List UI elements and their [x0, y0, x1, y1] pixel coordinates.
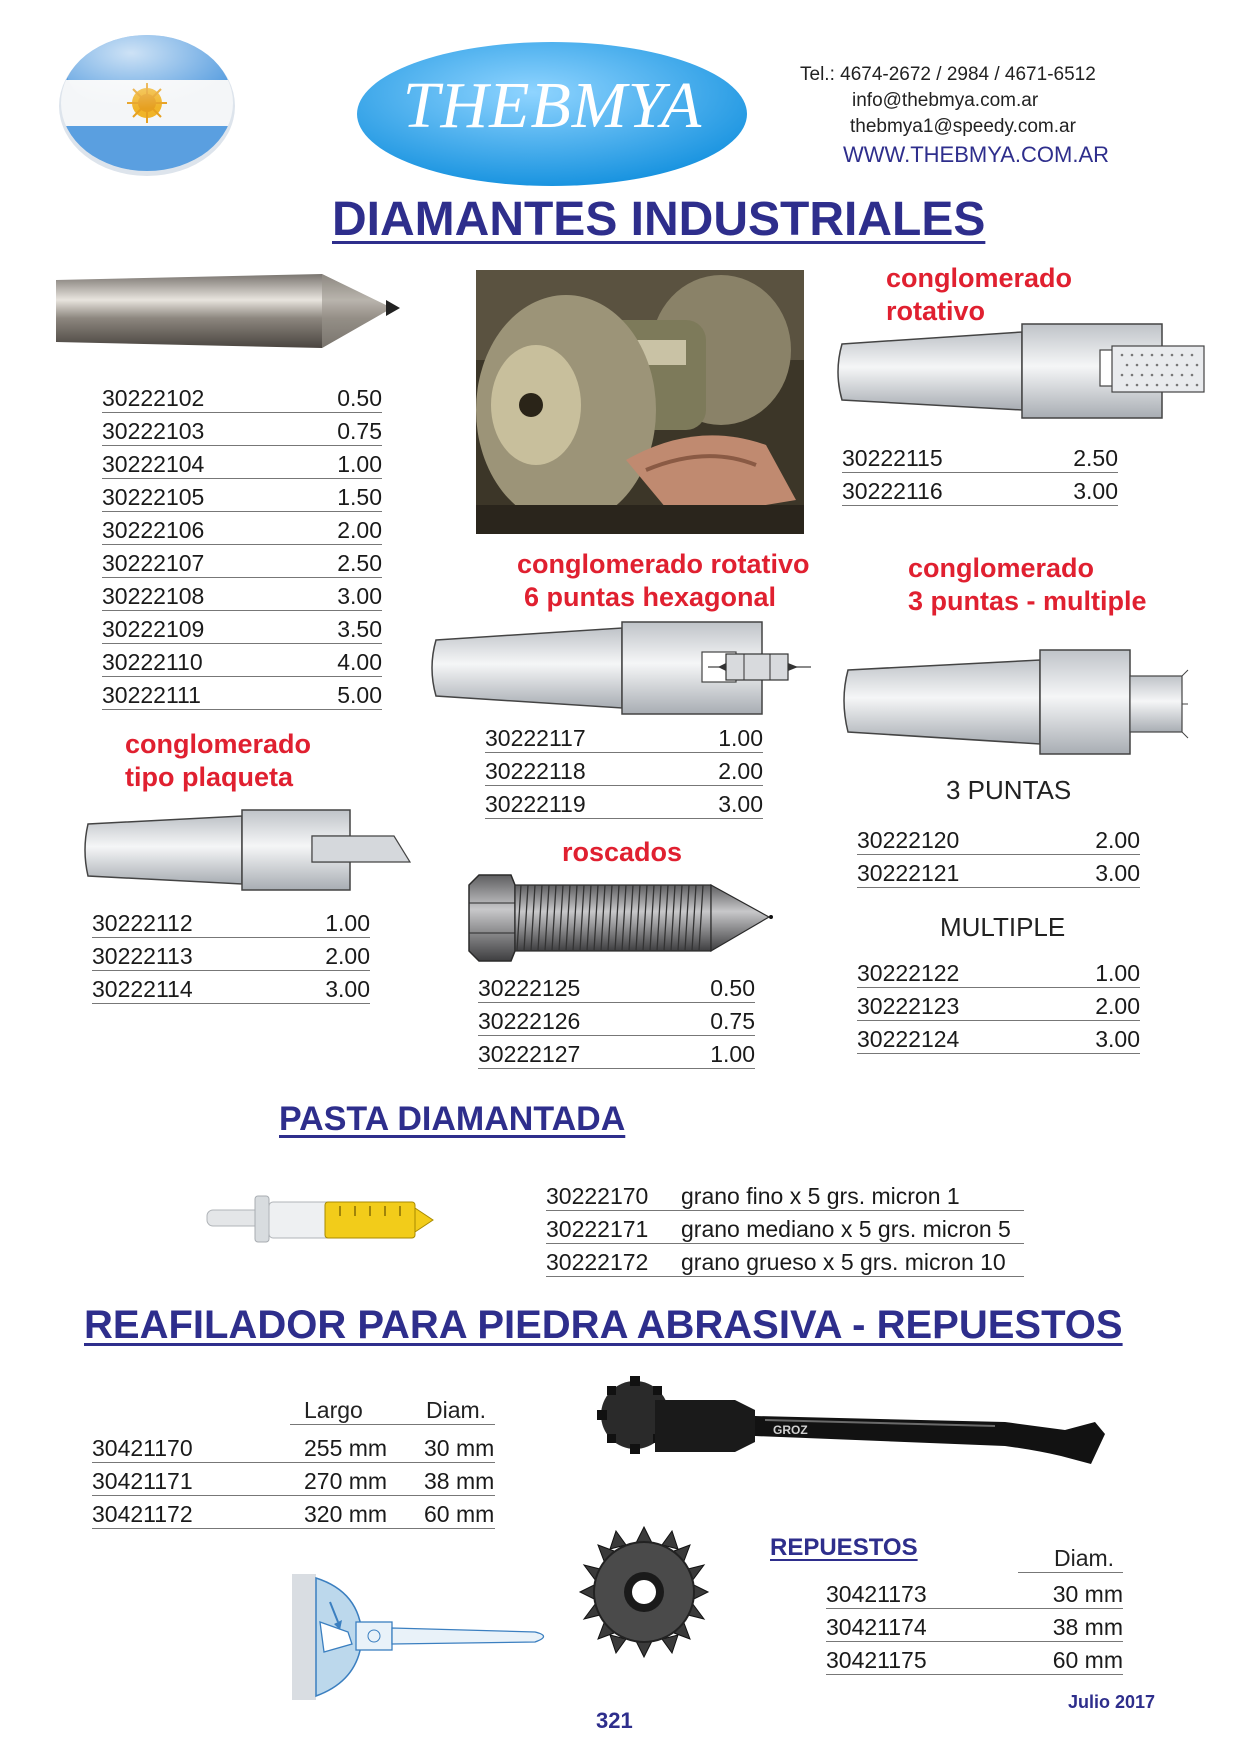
rotativo-title-line1: conglomerado	[886, 263, 1073, 293]
table-row	[102, 677, 382, 710]
item-code: 30222170	[546, 1178, 681, 1211]
hexagonal-tool-diagram	[426, 620, 816, 716]
table-row	[857, 822, 1140, 855]
item-code: 30222110	[102, 644, 297, 677]
conical-diamond-image	[52, 270, 404, 352]
item-value: 3.00	[297, 578, 382, 611]
item-code: 30421170	[92, 1430, 304, 1463]
item-code: 30222106	[102, 512, 297, 545]
table-row	[102, 446, 382, 479]
contact-phone: Tel.: 4674-2672 / 2984 / 4671-6512	[800, 64, 1096, 85]
table-row	[102, 578, 382, 611]
table-row	[102, 512, 382, 545]
threaded-diamond-image	[465, 873, 777, 963]
table-row	[478, 1036, 755, 1069]
item-code: 30222120	[857, 822, 1054, 855]
table-row	[857, 1021, 1140, 1054]
item-diam: 60 mm	[424, 1496, 495, 1529]
rotativo-table	[842, 440, 1118, 506]
item-code: 30222107	[102, 545, 297, 578]
multiple-tool-diagram	[838, 648, 1190, 758]
dresser-tool-image	[595, 1370, 1107, 1510]
item-value: 2.00	[677, 753, 763, 786]
item-code: 30222114	[92, 971, 284, 1004]
conical-diamond-table	[102, 380, 382, 710]
item-code: 30421171	[92, 1463, 304, 1496]
item-description: grano mediano x 5 grs. micron 5	[681, 1211, 1024, 1244]
table-row	[92, 1496, 495, 1529]
table-row	[92, 938, 370, 971]
plaqueta-table	[92, 905, 370, 1004]
table-row	[485, 753, 763, 786]
table-row	[485, 786, 763, 819]
item-value: 0.50	[671, 970, 755, 1003]
dresser-diagram	[290, 1572, 555, 1702]
item-diam: 60 mm	[1001, 1642, 1123, 1675]
item-value: 1.00	[284, 905, 370, 938]
item-code: 30222126	[478, 1003, 671, 1036]
item-code: 30222113	[92, 938, 284, 971]
header-divider	[290, 1424, 495, 1425]
item-value: 2.00	[1054, 988, 1140, 1021]
item-largo: 255 mm	[304, 1430, 424, 1463]
table-row	[478, 1003, 755, 1036]
logo-text: THEBMYA	[402, 69, 703, 142]
item-code: 30222112	[92, 905, 284, 938]
table-row	[102, 479, 382, 512]
hexagonal-title-line1: conglomerado rotativo	[517, 549, 810, 579]
syringe-image	[205, 1188, 440, 1258]
item-code: 30222118	[485, 753, 677, 786]
table-row	[826, 1576, 1123, 1609]
item-value: 5.00	[297, 677, 382, 710]
table-row	[546, 1178, 1024, 1211]
item-code: 30421173	[826, 1576, 1001, 1609]
column-header-largo: Largo	[304, 1397, 363, 1423]
item-code: 30222171	[546, 1211, 681, 1244]
item-code: 30222103	[102, 413, 297, 446]
item-code: 30222121	[857, 855, 1054, 888]
item-code: 30222105	[102, 479, 297, 512]
item-value: 2.00	[297, 512, 382, 545]
item-diam: 30 mm	[424, 1430, 495, 1463]
item-value: 0.75	[671, 1003, 755, 1036]
item-code: 30222125	[478, 970, 671, 1003]
hexagonal-table	[485, 720, 763, 819]
table-row	[546, 1211, 1024, 1244]
tres-puntas-subtitle: 3 PUNTAS	[946, 775, 1072, 805]
multiple-title-line2: 3 puntas - multiple	[908, 586, 1147, 616]
table-row	[478, 970, 755, 1003]
item-code: 30222116	[842, 473, 1033, 506]
item-value: 3.00	[677, 786, 763, 819]
table-row	[102, 644, 382, 677]
reafilador-section-title: REAFILADOR PARA PIEDRA ABRASIVA - REPUESTOS	[84, 1303, 1123, 1347]
table-row	[485, 720, 763, 753]
item-value: 0.75	[297, 413, 382, 446]
table-row	[102, 413, 382, 446]
page-title: DIAMANTES INDUSTRIALES	[332, 193, 986, 246]
reafilador-table	[92, 1430, 495, 1529]
table-row	[102, 380, 382, 413]
table-row	[826, 1609, 1123, 1642]
multiple-table	[857, 955, 1140, 1054]
item-value: 3.00	[1054, 855, 1140, 888]
item-largo: 270 mm	[304, 1463, 424, 1496]
item-description: grano grueso x 5 grs. micron 10	[681, 1244, 1024, 1277]
item-code: 30222104	[102, 446, 297, 479]
item-code: 30421172	[92, 1496, 304, 1529]
item-value: 4.00	[297, 644, 382, 677]
contact-email-2: thebmya1@speedy.com.ar	[850, 116, 1076, 137]
plaqueta-title-line1: conglomerado	[125, 729, 312, 759]
item-code: 30222123	[857, 988, 1054, 1021]
item-code: 30222102	[102, 380, 297, 413]
rotativo-title-line2: rotativo	[886, 296, 986, 326]
item-code: 30222109	[102, 611, 297, 644]
table-row	[857, 855, 1140, 888]
item-value: 1.00	[671, 1036, 755, 1069]
item-code: 30222108	[102, 578, 297, 611]
pasta-section-title: PASTA DIAMANTADA	[279, 1100, 626, 1138]
plaqueta-title-line2: tipo plaqueta	[125, 762, 293, 792]
spare-cutter-wheel-image	[578, 1525, 710, 1659]
pasta-table	[546, 1178, 1024, 1277]
multiple-subtitle: MULTIPLE	[940, 912, 1066, 942]
item-value: 2.50	[1033, 440, 1118, 473]
item-diam: 30 mm	[1001, 1576, 1123, 1609]
table-row	[546, 1244, 1024, 1277]
contact-email-1: info@thebmya.com.ar	[852, 90, 1039, 111]
item-value: 2.00	[1054, 822, 1140, 855]
item-code: 30222172	[546, 1244, 681, 1277]
item-value: 3.00	[284, 971, 370, 1004]
table-row	[857, 955, 1140, 988]
page-number: 321	[596, 1708, 633, 1733]
item-code: 30222117	[485, 720, 677, 753]
item-value: 1.00	[297, 446, 382, 479]
tres-puntas-table	[857, 822, 1140, 888]
table-row	[842, 473, 1118, 506]
item-code: 30421174	[826, 1609, 1001, 1642]
repuestos-column-diam: Diam.	[1054, 1545, 1115, 1571]
item-value: 3.00	[1054, 1021, 1140, 1054]
table-row	[102, 611, 382, 644]
table-row	[92, 1430, 495, 1463]
multiple-title-line1: conglomerado	[908, 553, 1095, 583]
argentina-flag-icon	[55, 28, 240, 178]
repuestos-table	[826, 1576, 1123, 1675]
item-value: 3.50	[297, 611, 382, 644]
item-description: grano fino x 5 grs. micron 1	[681, 1178, 1024, 1211]
table-row	[857, 988, 1140, 1021]
item-value: 1.00	[677, 720, 763, 753]
item-code: 30222124	[857, 1021, 1054, 1054]
item-value: 2.50	[297, 545, 382, 578]
item-value: 2.00	[284, 938, 370, 971]
plaqueta-tool-diagram	[80, 808, 416, 892]
thebmya-logo	[355, 40, 750, 188]
column-header-diam: Diam.	[426, 1397, 487, 1423]
bench-grinder-photo	[476, 270, 804, 534]
item-code: 30222122	[857, 955, 1054, 988]
website-link[interactable]: WWW.THEBMYA.COM.AR	[843, 142, 1110, 167]
item-value: 3.00	[1033, 473, 1118, 506]
item-value: 1.50	[297, 479, 382, 512]
item-diam: 38 mm	[1001, 1609, 1123, 1642]
footer-date: Julio 2017	[1068, 1692, 1156, 1712]
item-code: 30222119	[485, 786, 677, 819]
item-largo: 320 mm	[304, 1496, 424, 1529]
item-value: 1.00	[1054, 955, 1140, 988]
item-value: 0.50	[297, 380, 382, 413]
table-row	[92, 1463, 495, 1496]
roscados-title: roscados	[562, 837, 683, 867]
table-row	[92, 971, 370, 1004]
item-code: 30222127	[478, 1036, 671, 1069]
table-row	[826, 1642, 1123, 1675]
item-code: 30421175	[826, 1642, 1001, 1675]
hexagonal-title-line2: 6 puntas hexagonal	[524, 582, 777, 612]
groz-brand-label: GROZ	[773, 1423, 808, 1437]
table-row	[92, 905, 370, 938]
item-code: 30222111	[102, 677, 297, 710]
item-code: 30222115	[842, 440, 1033, 473]
rotativo-tool-diagram	[832, 322, 1212, 422]
item-diam: 38 mm	[424, 1463, 495, 1496]
table-row	[842, 440, 1118, 473]
table-row	[102, 545, 382, 578]
roscados-table	[478, 970, 755, 1069]
repuestos-title: REPUESTOS	[770, 1534, 918, 1561]
repuestos-header-divider	[1018, 1572, 1123, 1573]
